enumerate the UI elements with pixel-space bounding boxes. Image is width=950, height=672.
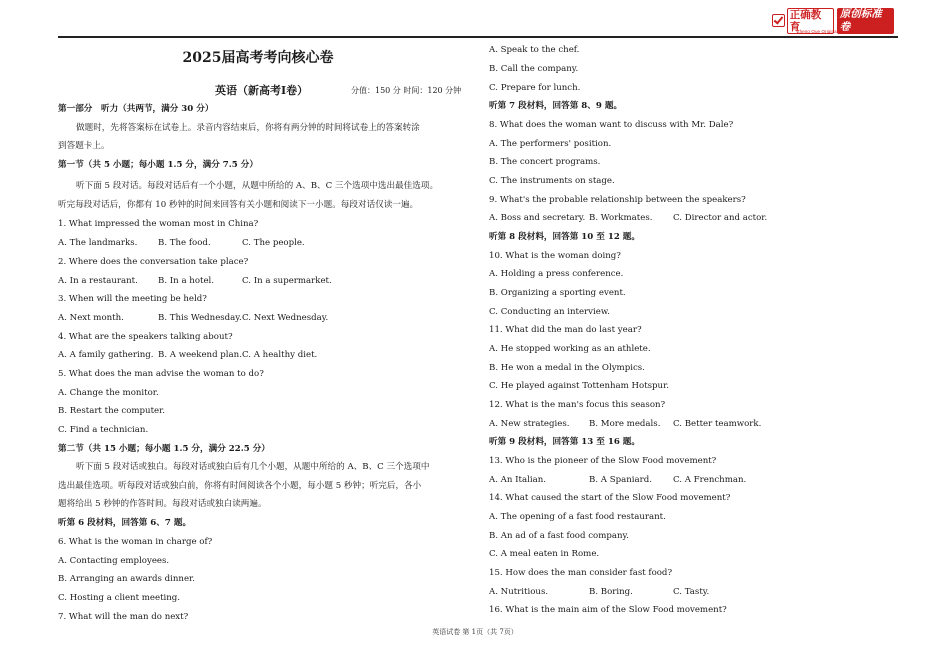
- option: C. A healthy diet.: [242, 350, 318, 360]
- material-heading: 听第 7 段材料，回答第 8、9 题。: [489, 101, 623, 111]
- option: A. Speak to the chef.: [489, 45, 580, 55]
- option: B. This Wednesday.: [158, 313, 242, 323]
- option: A. Nutritious.: [489, 587, 549, 597]
- material-heading: 听第 6 段材料，回答第 6、7 题。: [58, 518, 192, 528]
- material-heading: 听第 9 段材料，回答第 13 至 16 题。: [489, 437, 640, 447]
- option: B. Organizing a sporting event.: [489, 288, 626, 298]
- section2-intro-line: 题将给出 5 秒钟的作答时间。每段对话或独白读两遍。: [58, 499, 267, 509]
- score-info: 分值：150 分 时间：120 分钟: [351, 86, 462, 95]
- option: B. Restart the computer.: [58, 406, 166, 416]
- option: C. The people.: [242, 238, 305, 248]
- brand-logo: [772, 7, 894, 37]
- question-6: 6. What is the woman in charge of?: [58, 537, 213, 547]
- brand-subtitle: Zheng Que Original Standardized Exam Paper: [796, 29, 894, 34]
- question-12-options: [489, 419, 761, 429]
- option: C. Hosting a client meeting.: [58, 593, 181, 603]
- option: C. Director and actor.: [673, 213, 768, 223]
- question-1-options: [58, 238, 305, 248]
- question-11: 11. What did the man do last year?: [489, 325, 642, 335]
- option: A. Holding a press conference.: [489, 269, 624, 279]
- exam-title: 2025届高考考向核心卷: [182, 50, 334, 66]
- option: A. In a restaurant.: [58, 276, 138, 286]
- question-3: 3. When will the meeting be held?: [58, 294, 207, 304]
- part1-intro-line: 到答题卡上。: [58, 141, 110, 151]
- brand-tagline: 原创标准卷: [837, 8, 894, 34]
- option: A. Contacting employees.: [58, 556, 170, 566]
- question-10: 10. What is the woman doing?: [489, 251, 621, 261]
- question-9: 9. What's the probable relationship between the speakers?: [489, 195, 746, 205]
- material-heading: 听第 8 段材料，回答第 10 至 12 题。: [489, 232, 640, 242]
- section2-intro-line: 选出最佳选项。听每段对话或独白前，你将有时间阅读各个小题，每小题 5 秒钟；听完后，各小: [58, 481, 422, 491]
- option: B. A Spaniard.: [589, 475, 652, 485]
- option: B. A weekend plan.: [158, 350, 242, 360]
- brand-name: 正确教育: [787, 8, 834, 34]
- option: B. The concert programs.: [489, 157, 601, 167]
- question-7: 7. What will the man do next?: [58, 612, 189, 622]
- option: C. Better teamwork.: [673, 419, 762, 429]
- option: B. An ad of a fast food company.: [489, 531, 629, 541]
- option: C. Conducting an interview.: [489, 307, 610, 317]
- section2-heading: 第二节（共 15 小题；每小题 1.5 分，满分 22.5 分）: [58, 444, 270, 454]
- option: A. Change the monitor.: [58, 388, 159, 398]
- question-3-options: [58, 313, 328, 323]
- section1-heading: 第一节（共 5 小题；每小题 1.5 分，满分 7.5 分）: [58, 160, 258, 170]
- option: B. Call the company.: [489, 64, 579, 74]
- part1-intro-line: 做题时，先将答案标在试卷上。录音内容结束后，你将有两分钟的时间将试卷上的答案转涂: [76, 123, 420, 133]
- question-4-options: [58, 350, 317, 360]
- page-footer: 英语试卷 第 1页（共 7页）: [432, 628, 518, 636]
- part1-heading: 第一部分 听力（共两节，满分 30 分）: [58, 104, 214, 114]
- question-12: 12. What is the man's focus this season?: [489, 400, 666, 410]
- section1-intro-line: 听下面 5 段对话。每段对话后有一个小题，从题中所给的 A、B、C 三个选项中选出最佳选项。: [76, 181, 439, 191]
- exam-subtitle: 英语（新高考Ⅰ卷）: [215, 84, 309, 97]
- option: C. Next Wednesday.: [242, 313, 329, 323]
- option: A. Boss and secretary.: [489, 213, 586, 223]
- option: C. A meal eaten in Rome.: [489, 549, 600, 559]
- question-9-options: [489, 213, 767, 223]
- section1-intro-line: 听完每段对话后，你都有 10 秒钟的时间来回答有关小题和阅读下一小题。每段对话仅读一遍。: [58, 200, 419, 210]
- option: C. The instruments on stage.: [489, 176, 615, 186]
- question-15-options: [489, 587, 709, 597]
- question-16: 16. What is the main aim of the Slow Food movement?: [489, 605, 727, 615]
- question-1: 1. What impressed the woman most in China?: [58, 219, 259, 229]
- option: C. He played against Tottenham Hotspur.: [489, 381, 669, 391]
- option: B. He won a medal in the Olympics.: [489, 363, 645, 373]
- question-4: 4. What are the speakers talking about?: [58, 332, 233, 342]
- option: C. Find a technician.: [58, 425, 149, 435]
- question-13: 13. Who is the pioneer of the Slow Food movement?: [489, 456, 717, 466]
- option: C. A Frenchman.: [673, 475, 747, 485]
- checkmark-icon: [772, 14, 785, 27]
- option: A. New strategies.: [489, 419, 570, 429]
- option: B. More medals.: [589, 419, 661, 429]
- option: A. Next month.: [58, 313, 124, 323]
- option: B. The food.: [158, 238, 211, 248]
- option: B. Workmates.: [589, 213, 653, 223]
- section2-intro-line: 听下面 5 段对话或独白。每段对话或独白后有几个小题，从题中所给的 A、B、C 三个选项中: [76, 462, 430, 472]
- option: B. In a hotel.: [158, 276, 215, 286]
- option: A. The performers' position.: [489, 139, 612, 149]
- option: A. The opening of a fast food restaurant.: [489, 512, 666, 522]
- option: A. He stopped working as an athlete.: [489, 344, 651, 354]
- question-15: 15. How does the man consider fast food?: [489, 568, 673, 578]
- question-8: 8. What does the woman want to discuss with Mr. Dale?: [489, 120, 734, 130]
- question-2-options: [58, 276, 332, 286]
- question-14: 14. What caused the start of the Slow Food movement?: [489, 493, 731, 503]
- option: A. The landmarks.: [58, 238, 138, 248]
- option: A. An Italian.: [489, 475, 547, 485]
- option: C. In a supermarket.: [242, 276, 332, 286]
- question-2: 2. Where does the conversation take place?: [58, 257, 249, 267]
- option: C. Prepare for lunch.: [489, 83, 581, 93]
- option: A. A family gathering.: [58, 350, 154, 360]
- option: B. Arranging an awards dinner.: [58, 574, 195, 584]
- question-13-options: [489, 475, 746, 485]
- option: B. Boring.: [589, 587, 633, 597]
- option: C. Tasty.: [673, 587, 710, 597]
- question-5: 5. What does the man advise the woman to do?: [58, 369, 264, 379]
